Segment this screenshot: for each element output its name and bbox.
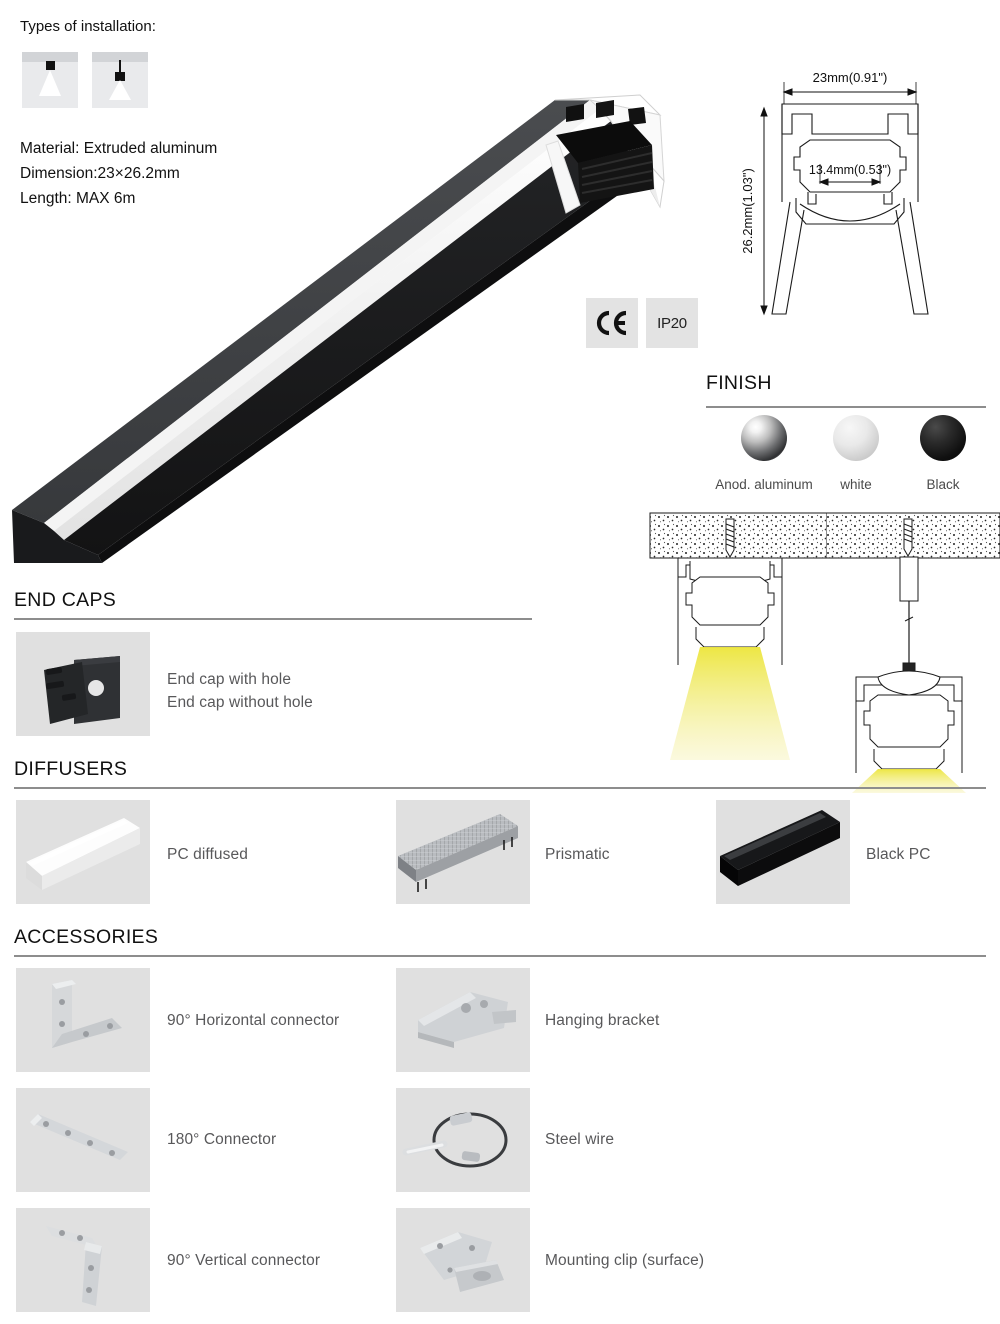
installation-title: Types of installation:	[20, 18, 156, 35]
accessory-image-vertical-connector	[16, 1208, 150, 1312]
diffuser-image-prismatic	[396, 800, 530, 904]
end-cap-label-without-hole: End cap without hole	[167, 694, 313, 711]
accessory-label-mounting-clip: Mounting clip (surface)	[545, 1252, 705, 1269]
diffuser-image-black-pc	[716, 800, 850, 904]
accessory-label-straight-connector: 180° Connector	[167, 1131, 277, 1148]
technical-drawing	[700, 52, 1000, 352]
finish-swatch-black[interactable]	[920, 415, 966, 461]
diffusers-rule	[14, 787, 986, 789]
end-cap-label-with-hole: End cap with hole	[167, 671, 292, 688]
accessories-rule	[14, 955, 986, 957]
diffuser-label-prismatic: Prismatic	[545, 846, 610, 863]
fixture-body-icon	[46, 61, 55, 70]
ce-mark-badge	[586, 298, 638, 348]
accessory-label-steel-wire: Steel wire	[545, 1131, 615, 1148]
diffuser-label-black-pc: Black PC	[866, 846, 931, 863]
finish-label-anodized-aluminum: Anod. aluminum	[715, 477, 813, 492]
accessory-image-steel-wire	[396, 1088, 530, 1192]
finish-rule	[706, 406, 986, 408]
accessory-image-mounting-clip	[396, 1208, 530, 1312]
accessories-title: ACCESSORIES	[14, 926, 159, 948]
diffusers-title: DIFFUSERS	[14, 758, 128, 780]
dimension-width: 23mm(0.91")	[812, 70, 888, 85]
end-cap-image	[16, 632, 150, 736]
accessory-image-hanging-bracket	[396, 968, 530, 1072]
accessory-label-hanging-bracket: Hanging bracket	[545, 1012, 660, 1029]
accessory-image-horizontal-connector	[16, 968, 150, 1072]
accessory-label-vertical-connector: 90° Vertical connector	[167, 1252, 321, 1269]
dimension-inner: 13.4mm(0.53")	[808, 163, 892, 177]
finish-swatch-anodized-aluminum[interactable]	[741, 415, 787, 461]
diffuser-label-pc-diffused: PC diffused	[167, 846, 248, 863]
dimension-height: 26.2mm(1.03")	[740, 168, 755, 254]
end-caps-title: END CAPS	[14, 589, 117, 611]
spec-material: Material: Extruded aluminum	[20, 140, 218, 157]
ce-icon	[595, 310, 629, 336]
finish-label-white: white	[840, 477, 872, 492]
accessory-label-horizontal-connector: 90° Horizontal connector	[167, 1012, 340, 1029]
finish-swatch-white[interactable]	[833, 415, 879, 461]
ip-rating-badge	[646, 298, 698, 348]
diffuser-image-pc-diffused	[16, 800, 150, 904]
accessory-image-straight-connector	[16, 1088, 150, 1192]
ip-rating-label: IP20	[657, 314, 687, 332]
finish-title: FINISH	[706, 372, 772, 394]
surface-mount-diagram	[630, 505, 830, 765]
pendant-mount-diagram	[826, 505, 1000, 795]
spec-dimension: Dimension:23×26.2mm	[20, 165, 180, 182]
finish-label-black: Black	[926, 477, 960, 492]
spec-length: Length: MAX 6m	[20, 190, 136, 207]
end-caps-rule	[14, 618, 532, 620]
